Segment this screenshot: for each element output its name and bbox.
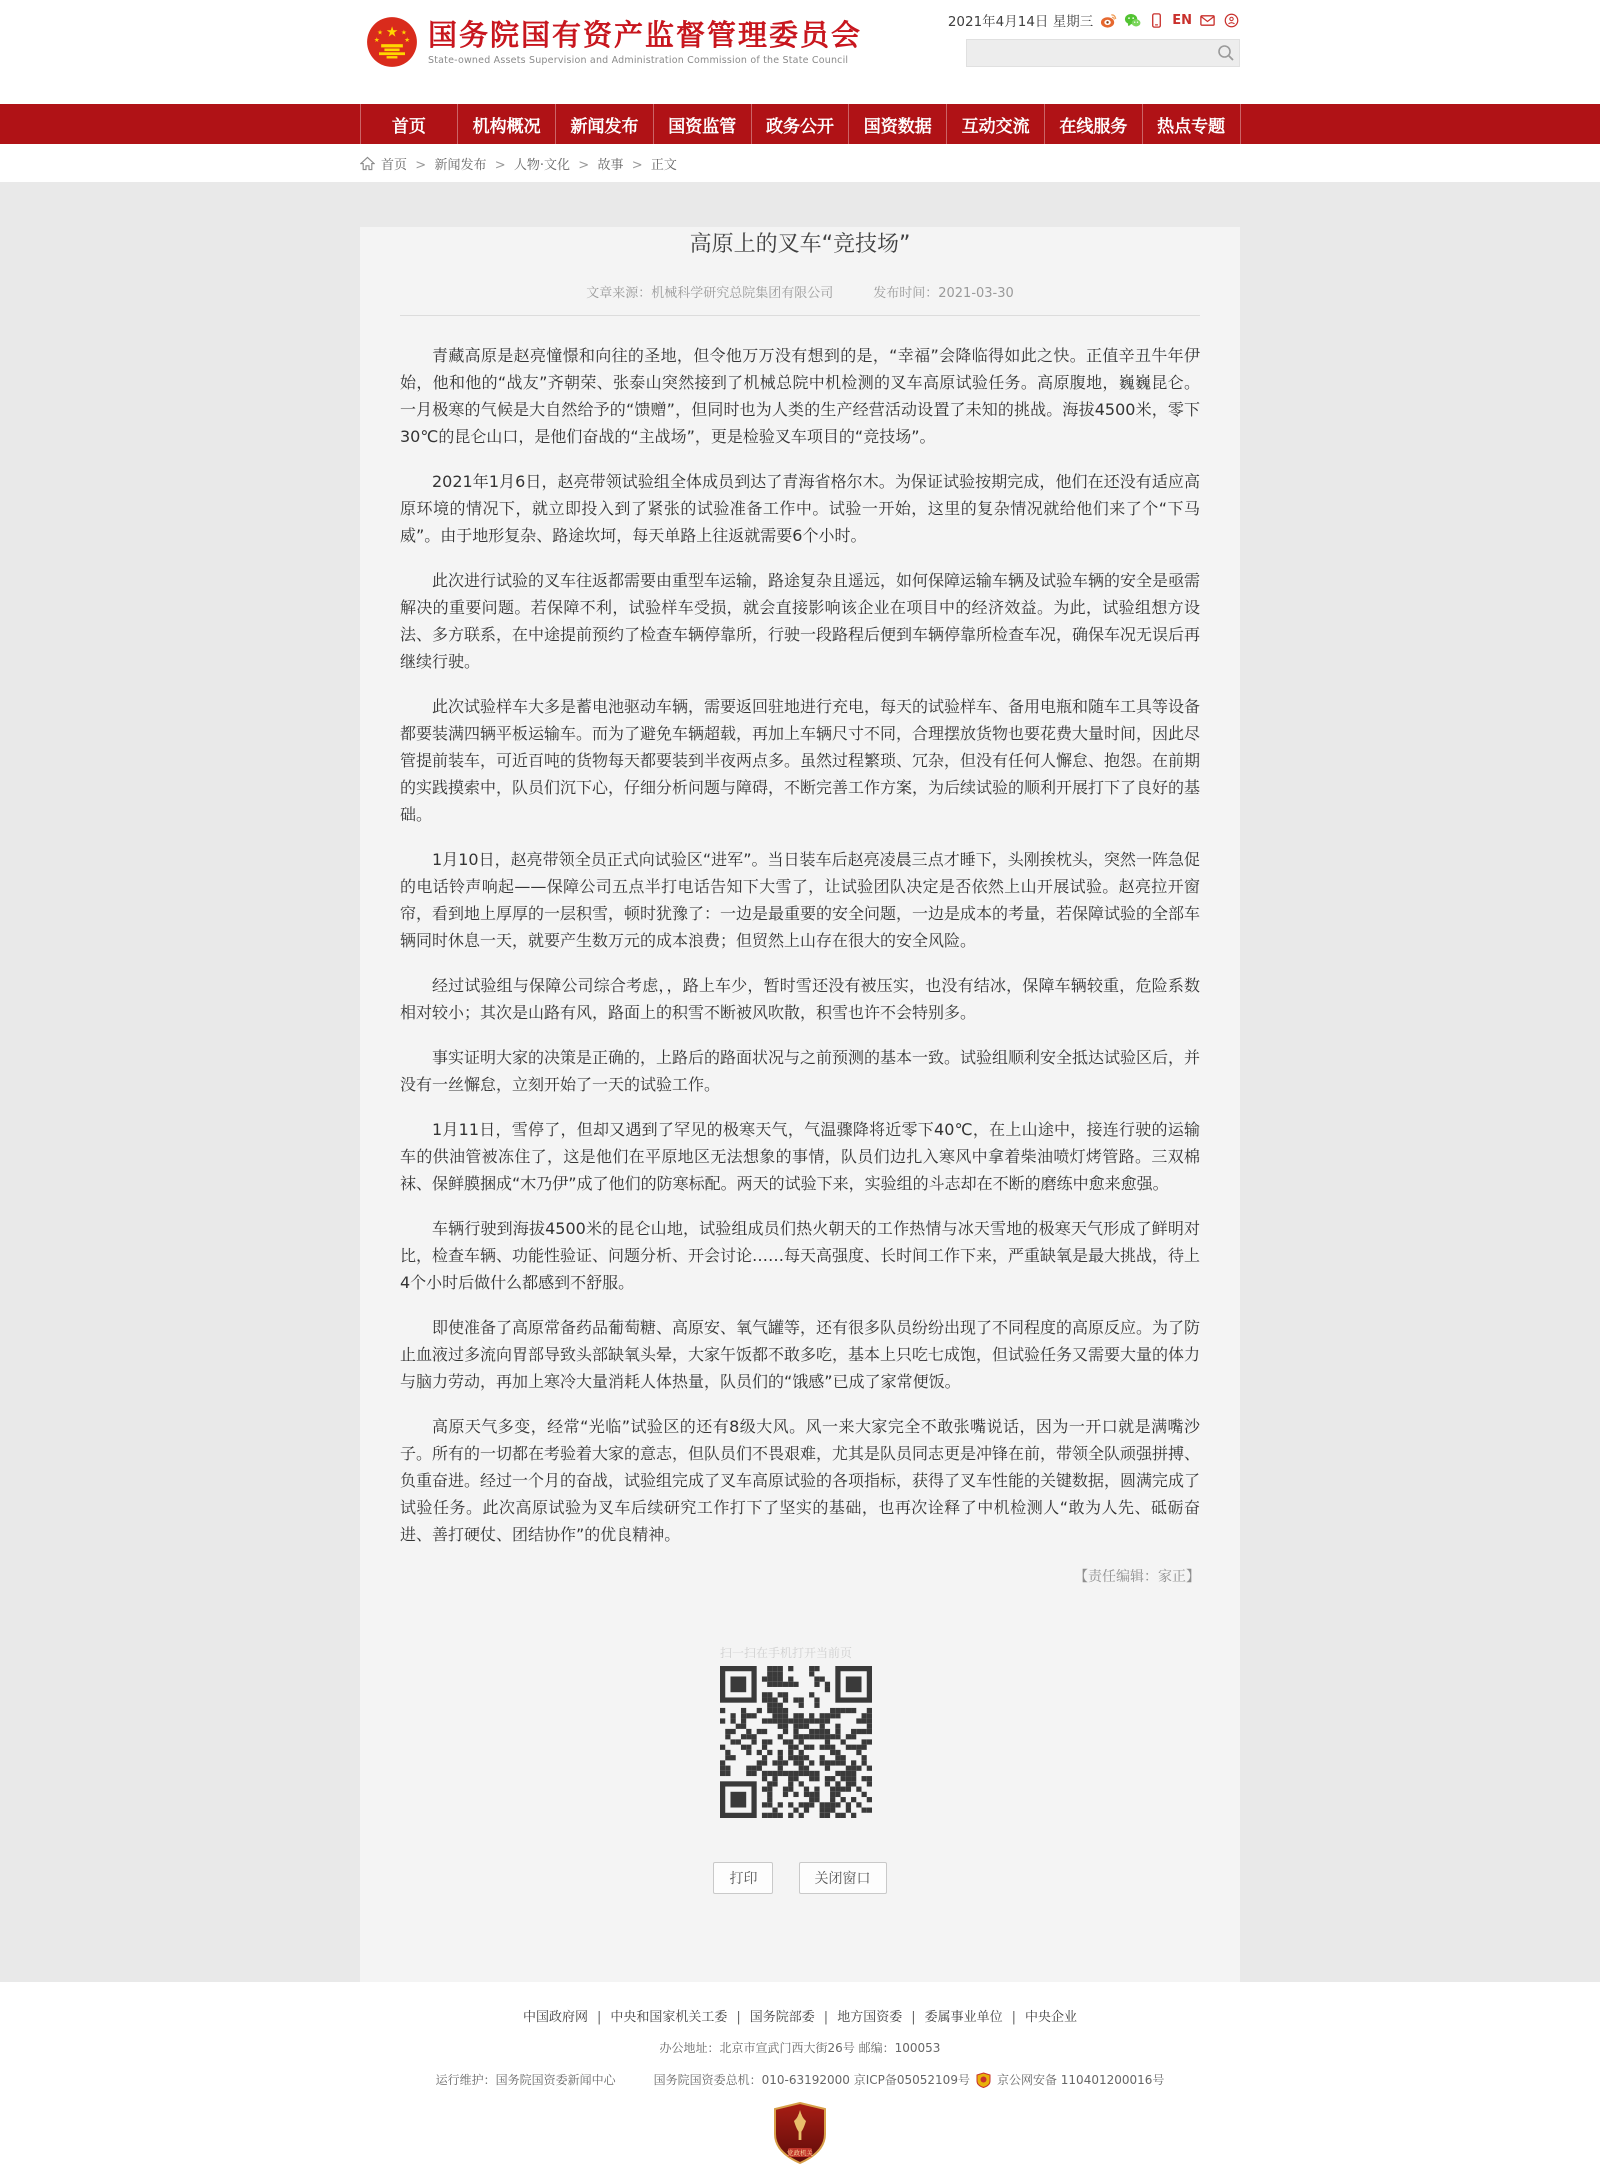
footer-beian[interactable]: 京公网安备 110401200016号 <box>996 2073 1165 2087</box>
site-logo[interactable] <box>366 16 862 68</box>
nav-item[interactable]: 国资数据 <box>849 104 947 144</box>
svg-text:★: ★ <box>385 24 399 41</box>
breadcrumb-item[interactable]: 首页 > <box>381 158 434 173</box>
article-meta <box>400 282 1200 316</box>
language-en-link[interactable]: EN <box>1172 12 1192 28</box>
article-paragraph: 2021年1月6日，赵亮带领试验组全体成员到达了青海省格尔木。为保证试验按期完成，他们在还没有适应高原环境的情况下，就立即投入到了紧张的试验准备工作中。试验一开始，这里的复杂情况就给他们来了个“下马威”。由于地形复杂、路途坎坷，每天单路上往返就需要6个小时。 <box>400 472 1200 545</box>
breadcrumb-item[interactable]: 人物·文化 > <box>514 158 598 173</box>
article-paragraph: 经过试验组与保障公司综合考虑，，路上车少，暂时雪还没有被压实，也没有结冰，保障车辆较重，危险系数相对较小；其次是山路有风，路面上的积雪不断被风吹散，积雪也许不会特别多。 <box>400 976 1200 1022</box>
breadcrumb-item[interactable]: 正文 <box>650 157 677 173</box>
qr-code <box>720 1666 872 1818</box>
current-date: 2021年4月14日 星期三 <box>947 14 1094 30</box>
nav-item[interactable]: 政务公开 <box>752 104 850 144</box>
svg-text:★: ★ <box>373 36 380 44</box>
article-paragraph: 事实证明大家的决策是正确的，上路后的路面状况与之前预测的基本一致。试验组顺利安全抵达试验区后，并没有一丝懈怠，立刻开始了一天的试验工作。 <box>400 1048 1201 1094</box>
publish-time-value: 2021-03-30 <box>938 286 1014 301</box>
footer-address: 办公地址：北京市宣武门西大街26号 邮编：100053 <box>659 2041 941 2055</box>
national-emblem-icon <box>366 16 418 68</box>
search-input[interactable] <box>967 40 1219 64</box>
mobile-icon[interactable] <box>1148 12 1165 29</box>
footer-link[interactable]: 中央企业 <box>1025 2010 1078 2025</box>
nav-item[interactable]: 在线服务 <box>1045 104 1143 144</box>
footer-links <box>0 2006 1600 2025</box>
search-box <box>966 39 1240 67</box>
article-paragraph: 此次试验样车大多是蓄电池驱动车辆，需要返回驻地进行充电，每天的试验样车、备用电瓶和随车工具等设备都要装满四辆平板运输车。而为了避免车辆超载，再加上车辆尺寸不同，合理摆放货物也要花费大量时间，因此尽管提前装车，可近百吨的货物每天都要装到半夜两点多。虽然过程繁琐、冗杂，但没有任何人懈怠、抱怨。在前期的实践摸索中，队员们沉下心，仔细分析问题与障碍，不断完善工作方案，为后续试验的顺利开展打下了良好的基础。 <box>400 697 1201 824</box>
main-content <box>0 182 1600 1982</box>
qr-hint: 扫一扫在手机打开当前页 <box>720 1646 853 1660</box>
org-title-en: State-owned Assets Supervision and Administration Commission of the State Council <box>428 55 849 66</box>
svg-text:★: ★ <box>401 28 407 37</box>
article-paragraph: 车辆行驶到海拔4500米的昆仑山地，试验组成员们热火朝天的工作热情与冰天雪地的极寒天气形成了鲜明对比，检查车辆、功能性验证、问题分析、开会讨论……每天高强度、长时间工作下来，严重缺氧是最大挑战，待上4个小时后做什么都感到不舒服。 <box>400 1219 1201 1292</box>
site-footer <box>0 1982 1600 2164</box>
article-paragraph: 1月11日，雪停了，但却又遇到了罕见的极寒天气，气温骤降将近零下40℃，在上山途中，接连行驶的运输车的供油管被冻住了，这是他们在平原地区无法想象的事情，队员们边扎入寒风中拿着柴油喷灯烤管路。三双棉袜、保鲜膜捆成“木乃伊”成了他们的防寒标配。两天的试验下来，实验组的斗志却在不断的磨练中愈来愈强。 <box>400 1120 1200 1193</box>
qr-section <box>720 1644 880 1818</box>
publish-time-label: 发布时间： <box>873 286 939 301</box>
home-icon[interactable] <box>360 156 375 171</box>
nav-item[interactable]: 首页 <box>361 104 459 144</box>
footer-link[interactable]: 中国政府网 | <box>523 2010 610 2025</box>
action-buttons <box>400 1862 1200 1894</box>
footer-link[interactable]: 国务院部委 | <box>750 2010 837 2025</box>
gov-badge-label: 党政机关 <box>787 2149 813 2157</box>
nav-item[interactable]: 新闻发布 <box>556 104 654 144</box>
footer-link[interactable]: 委属事业单位 | <box>925 2010 1025 2025</box>
footer-link[interactable]: 地方国资委 | <box>837 2010 924 2025</box>
breadcrumb-item[interactable]: 故事 > <box>597 158 650 173</box>
wechat-icon[interactable] <box>1124 12 1141 29</box>
source-value: 机械科学研究总院集团有限公司 <box>651 286 834 301</box>
gov-badge-icon[interactable] <box>772 2102 828 2164</box>
org-title-cn: 国务院国有资产监督管理委员会 <box>428 18 863 52</box>
search-icon[interactable] <box>1216 43 1236 63</box>
weibo-icon[interactable] <box>1100 12 1117 29</box>
nav-item[interactable]: 国资监管 <box>654 104 752 144</box>
article-paragraph: 青藏高原是赵亮憧憬和向往的圣地，但令他万万没有想到的是，“幸福”会降临得如此之快。正值辛丑牛年伊始，他和他的“战友”齐朝荣、张泰山突然接到了机械总院中机检测的叉车高原试验任务。高原腹地，巍巍昆仑。一月极寒的气候是大自然给予的“馈赠”，但同时也为人类的生产经营活动设置了未知的挑战。海拔4500米，零下30℃的昆仑山口，是他们奋战的“主战场”，更是检验叉车项目的“竞技场”。 <box>400 346 1200 446</box>
nav-item[interactable]: 热点专题 <box>1143 104 1241 144</box>
footer-switchboard: 国务院国资委总机：010-63192000 京ICP备05052109号 <box>653 2073 970 2087</box>
article-paragraph: 此次进行试验的叉车往返都需要由重型车运输，路途复杂且遥远，如何保障运输车辆及试验车辆的安全是亟需解决的重要问题。若保障不利，试验样车受损，就会直接影响该企业在项目中的经济效益。为此，试验组想方设法、多方联系，在中途提前预约了检查车辆停靠所，行驶一段路程后便到车辆停靠所检查车况，确保车况无误后再继续行驶。 <box>400 571 1201 671</box>
article-body <box>400 316 1200 1548</box>
article-paragraph: 高原天气多变，经常“光临”试验区的还有8级大风。风一来大家完全不敢张嘴说话，因为一开口就是满嘴沙子。所有的一切都在考验着大家的意志，但队员们不畏艰难，尤其是队员同志更是冲锋在前，带领全队顽强拼搏、负重奋进。经过一个月的奋战，试验组完成了叉车高原试验的各项指标，获得了叉车性能的关键数据，圆满完成了试验任务。此次高原试验为叉车后续研究工作打下了坚实的基础，也再次诠释了中机检测人“敢为人先、砥砺奋进、善打硬仗、团结协作”的优良精神。 <box>400 1417 1201 1544</box>
footer-link[interactable]: 中央和国家机关工委 | <box>610 2010 749 2025</box>
article-paragraph: 即使准备了高原常备药品葡萄糖、高原安、氧气罐等，还有很多队员纷纷出现了不同程度的高原反应。为了防止血液过多流向胃部导致头部缺氧头晕，大家午饭都不敢多吃，基本上只吃七成饱，但试验任务又需要大量的体力与脑力劳动，再加上寒冷大量消耗人体热量，队员们的“饿感”已成了家常便饭。 <box>400 1318 1201 1391</box>
article-paragraph: 1月10日，赵亮带领全员正式向试验区“进军”。当日装车后赵亮凌晨三点才睡下，头刚挨枕头，突然一阵急促的电话铃声响起——保障公司五点半打电话告知下大雪了，让试验团队决定是否依然上山开展试验。赵亮拉开窗帘，看到地上厚厚的一层积雪，顿时犹豫了：一边是最重要的安全问题，一边是成本的考量，若保障试验的全部车辆同时休息一天，就要产生数万元的成本浪费；但贸然上山存在很大的安全风险。 <box>400 850 1201 950</box>
nav-item[interactable]: 互动交流 <box>947 104 1045 144</box>
editor-line: 【责任编辑：家正】 <box>1074 1569 1200 1585</box>
svg-text:★: ★ <box>377 28 383 37</box>
breadcrumb <box>381 154 677 173</box>
svg-text:★: ★ <box>404 36 411 44</box>
main-nav <box>0 104 1600 144</box>
article-card <box>360 227 1240 1982</box>
article-title: 高原上的叉车“竞技场” <box>689 232 911 257</box>
source-label: 文章来源： <box>586 286 652 301</box>
close-window-button[interactable]: 关闭窗口 <box>799 1862 887 1894</box>
mail-icon[interactable] <box>1199 12 1216 29</box>
footer-maintain: 运行维护：国务院国资委新闻中心 <box>435 2073 616 2087</box>
print-button[interactable]: 打印 <box>713 1862 773 1894</box>
nav-item[interactable]: 机构概况 <box>458 104 556 144</box>
beian-shield-icon <box>976 2072 991 2088</box>
breadcrumb-bar <box>0 144 1600 182</box>
seal-icon[interactable] <box>1223 12 1240 29</box>
site-header <box>0 0 1600 104</box>
breadcrumb-item[interactable]: 新闻发布 > <box>434 158 513 173</box>
